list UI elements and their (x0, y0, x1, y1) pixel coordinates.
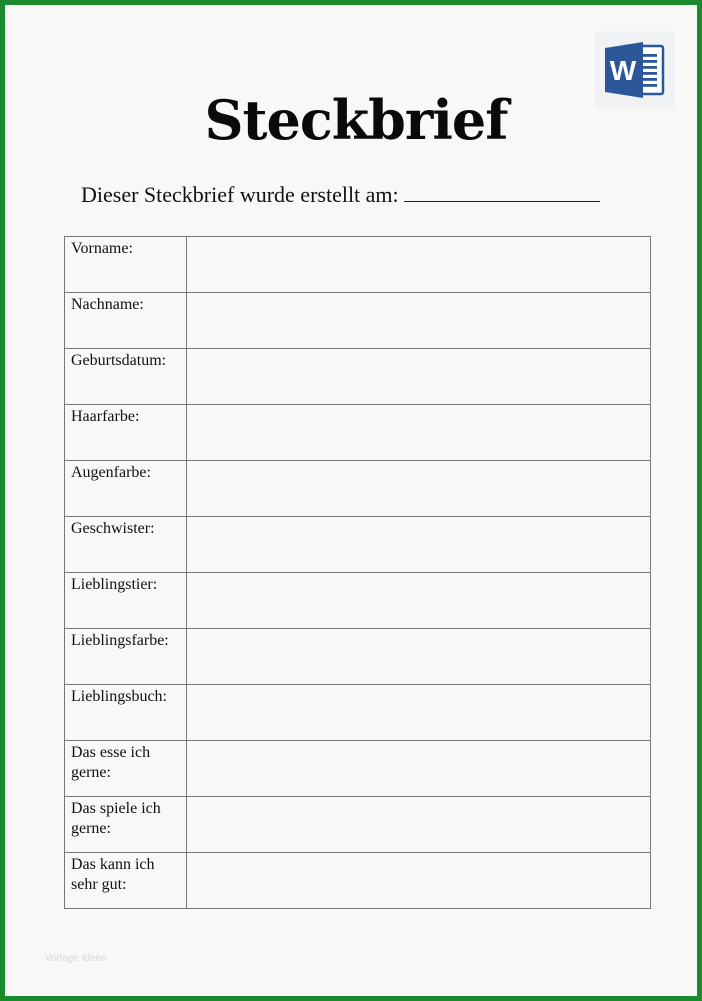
field-value-cell[interactable] (187, 685, 651, 741)
table-row (65, 517, 651, 573)
table-row (65, 461, 651, 517)
field-value-cell[interactable] (187, 853, 651, 909)
field-label: Geburtsdatum: (65, 349, 187, 405)
field-value-cell[interactable] (187, 293, 651, 349)
word-logo-letter: W (609, 55, 637, 86)
profile-table (64, 236, 651, 909)
field-value-cell[interactable] (187, 741, 651, 797)
page-title: Steckbrief (204, 88, 508, 152)
table-row (65, 629, 651, 685)
field-value-cell[interactable] (187, 349, 651, 405)
field-label: Lieblingstier: (65, 573, 187, 629)
table-row (65, 349, 651, 405)
table-row (65, 237, 651, 293)
field-label: Geschwister: (65, 517, 187, 573)
created-date-label: Dieser Steckbrief wurde erstellt am: (81, 182, 399, 207)
table-row (65, 685, 651, 741)
field-value-cell[interactable] (187, 573, 651, 629)
field-value-cell[interactable] (187, 405, 651, 461)
table-row (65, 405, 651, 461)
table-row (65, 853, 651, 909)
field-label: Das kann ich sehr gut: (65, 853, 187, 909)
field-value-cell[interactable] (187, 461, 651, 517)
field-label: Lieblingsfarbe: (65, 629, 187, 685)
table-row (65, 293, 651, 349)
field-label: Vorname: (65, 237, 187, 293)
table-row (65, 573, 651, 629)
field-label: Nachname: (65, 293, 187, 349)
field-value-cell[interactable] (187, 629, 651, 685)
watermark: Vorlage Ideen (45, 953, 107, 964)
field-label: Lieblingsbuch: (65, 685, 187, 741)
field-value-cell[interactable] (187, 517, 651, 573)
field-label: Augenfarbe: (65, 461, 187, 517)
table-row (65, 797, 651, 853)
field-value-cell[interactable] (187, 797, 651, 853)
field-value-cell[interactable] (187, 237, 651, 293)
created-date-blank[interactable] (404, 183, 600, 202)
table-row (65, 741, 651, 797)
field-label: Das spiele ich gerne: (65, 797, 187, 853)
created-date-line (81, 182, 600, 208)
field-label: Das esse ich gerne: (65, 741, 187, 797)
field-label: Haarfarbe: (65, 405, 187, 461)
